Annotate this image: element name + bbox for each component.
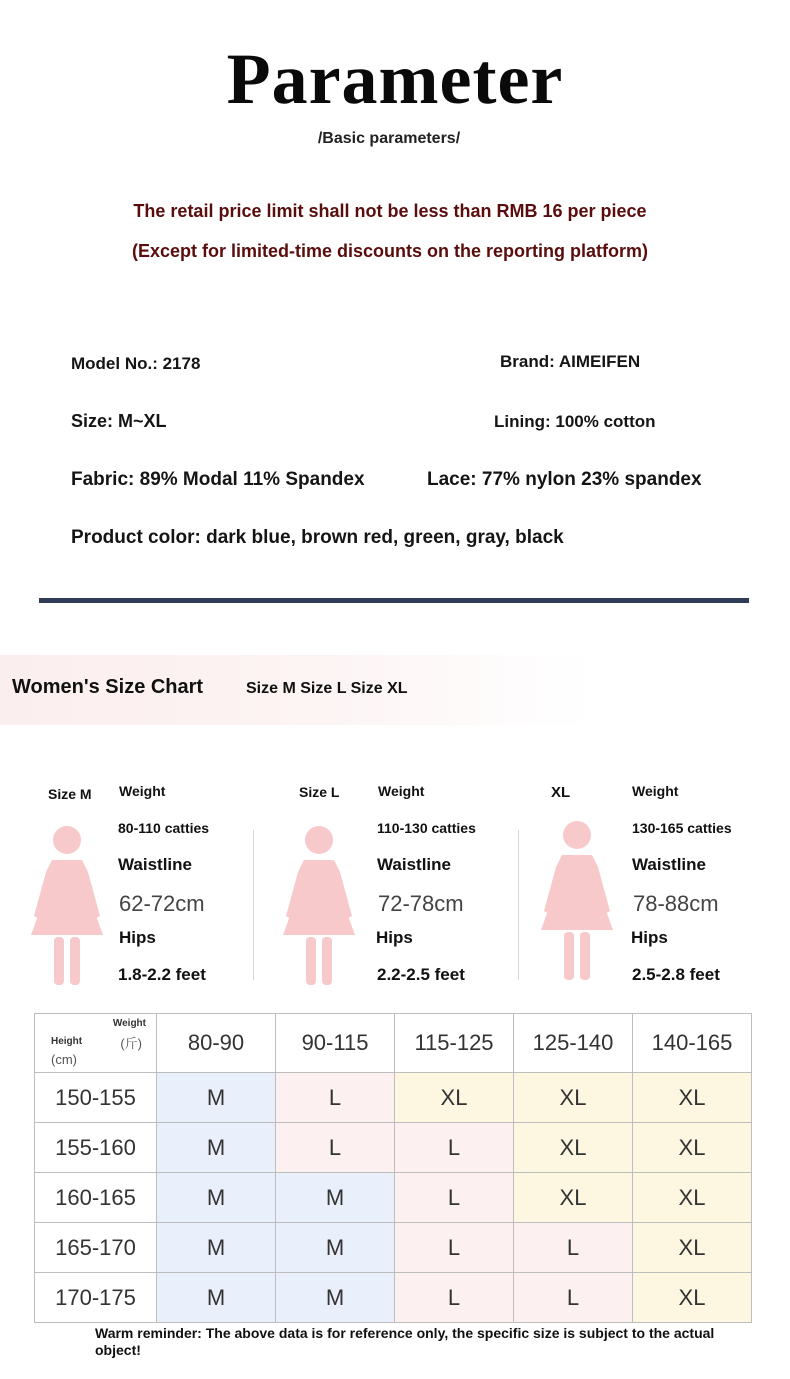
size-cell: L <box>395 1123 514 1173</box>
size-cell: XL <box>633 1273 752 1323</box>
size-cell: XL <box>395 1073 514 1123</box>
weight-header: 115-125 <box>395 1014 514 1073</box>
size-xl-waist-label: Waistline <box>632 855 706 874</box>
size-table <box>34 1013 752 1323</box>
size-cell: L <box>395 1223 514 1273</box>
size-m-weight-label: Weight <box>119 783 166 799</box>
size-m-hips-value: 1.8-2.2 feet <box>118 965 206 984</box>
size-chart-title: Women's Size Chart <box>12 676 204 698</box>
table-corner <box>35 1014 157 1073</box>
height-cell: 160-165 <box>35 1173 157 1223</box>
size-m-waist-value: 62-72cm <box>119 891 205 916</box>
size-cell: M <box>157 1273 276 1323</box>
size-cell: L <box>395 1273 514 1323</box>
size-xl-label: XL <box>551 784 571 801</box>
size-cell: M <box>276 1173 395 1223</box>
size-l-hips-label: Hips <box>376 928 413 947</box>
spec-model: Model No.: 2178 <box>71 354 201 373</box>
size-m-waist-label: Waistline <box>118 855 192 874</box>
price-notice-exception: (Except for limited-time discounts on the reporting platform) <box>131 241 649 261</box>
table-row <box>35 1173 752 1223</box>
size-cell: M <box>157 1173 276 1223</box>
corner-height-label: Height <box>51 1036 83 1047</box>
column-separator <box>518 830 519 980</box>
size-cell: XL <box>514 1173 633 1223</box>
size-xl-hips-value: 2.5-2.8 feet <box>632 965 720 984</box>
size-l-weight-value: 110-130 catties <box>377 820 476 836</box>
warm-reminder: Warm reminder: The above data is for reference only, the specific size is subject to the actual object! <box>95 1325 715 1358</box>
size-m-label: Size M <box>48 786 92 802</box>
page-title: Parameter <box>226 39 564 119</box>
size-cell: M <box>157 1223 276 1273</box>
size-cell: L <box>276 1073 395 1123</box>
size-cell: XL <box>633 1073 752 1123</box>
woman-figure-icon <box>540 815 620 985</box>
corner-height-unit: (cm) <box>51 1052 77 1067</box>
size-cell: L <box>276 1123 395 1173</box>
weight-header: 140-165 <box>633 1014 752 1073</box>
size-chart-sizes: Size M Size L Size XL <box>246 680 408 697</box>
size-l-hips-value: 2.2-2.5 feet <box>377 965 465 984</box>
weight-header: 80-90 <box>157 1014 276 1073</box>
spec-fabric: Fabric: 89% Modal 11% Spandex <box>71 469 365 490</box>
size-l-waist-value: 72-78cm <box>378 891 464 916</box>
size-xl-weight-label: Weight <box>632 783 679 799</box>
spec-brand: Brand: AIMEIFEN <box>500 352 641 371</box>
size-cell: XL <box>514 1073 633 1123</box>
table-row <box>35 1073 752 1123</box>
size-m-hips-label: Hips <box>119 928 156 947</box>
size-xl-weight-value: 130-165 catties <box>632 820 732 836</box>
woman-figure-icon <box>282 820 362 990</box>
size-cell: XL <box>633 1123 752 1173</box>
price-notice: The retail price limit shall not be less than RMB 16 per piece <box>133 201 647 221</box>
weight-header: 90-115 <box>276 1014 395 1073</box>
spec-color: Product color: dark blue, brown red, green, gray, black <box>71 527 564 548</box>
size-cell: XL <box>633 1223 752 1273</box>
height-cell: 155-160 <box>35 1123 157 1173</box>
page-subtitle: /Basic parameters/ <box>317 130 461 147</box>
height-cell: 150-155 <box>35 1073 157 1123</box>
spec-size: Size: M~XL <box>71 411 167 431</box>
size-cell: L <box>514 1223 633 1273</box>
size-cell: XL <box>633 1173 752 1223</box>
size-cell: L <box>395 1173 514 1223</box>
table-row <box>35 1273 752 1323</box>
corner-weight-unit: (斤) <box>120 1036 142 1051</box>
size-cell: XL <box>514 1123 633 1173</box>
size-cell: M <box>276 1223 395 1273</box>
corner-weight-label: Weight <box>112 1018 146 1029</box>
size-m-weight-value: 80-110 catties <box>118 820 210 836</box>
size-cell: M <box>157 1123 276 1173</box>
size-l-label: Size L <box>299 784 340 800</box>
size-l-weight-label: Weight <box>378 783 425 799</box>
size-cell: M <box>157 1073 276 1123</box>
table-row <box>35 1223 752 1273</box>
column-separator <box>253 830 254 980</box>
weight-header: 125-140 <box>514 1014 633 1073</box>
size-cell: M <box>276 1273 395 1323</box>
size-xl-hips-label: Hips <box>631 928 668 947</box>
size-xl-waist-value: 78-88cm <box>633 891 719 916</box>
section-divider <box>39 598 749 603</box>
size-cell: L <box>514 1273 633 1323</box>
height-cell: 165-170 <box>35 1223 157 1273</box>
height-cell: 170-175 <box>35 1273 157 1323</box>
spec-lace: Lace: 77% nylon 23% spandex <box>427 469 702 490</box>
woman-figure-icon <box>30 820 110 990</box>
spec-lining: Lining: 100% cotton <box>494 412 656 431</box>
table-header-row <box>35 1014 752 1073</box>
size-l-waist-label: Waistline <box>377 855 451 874</box>
table-row <box>35 1123 752 1173</box>
